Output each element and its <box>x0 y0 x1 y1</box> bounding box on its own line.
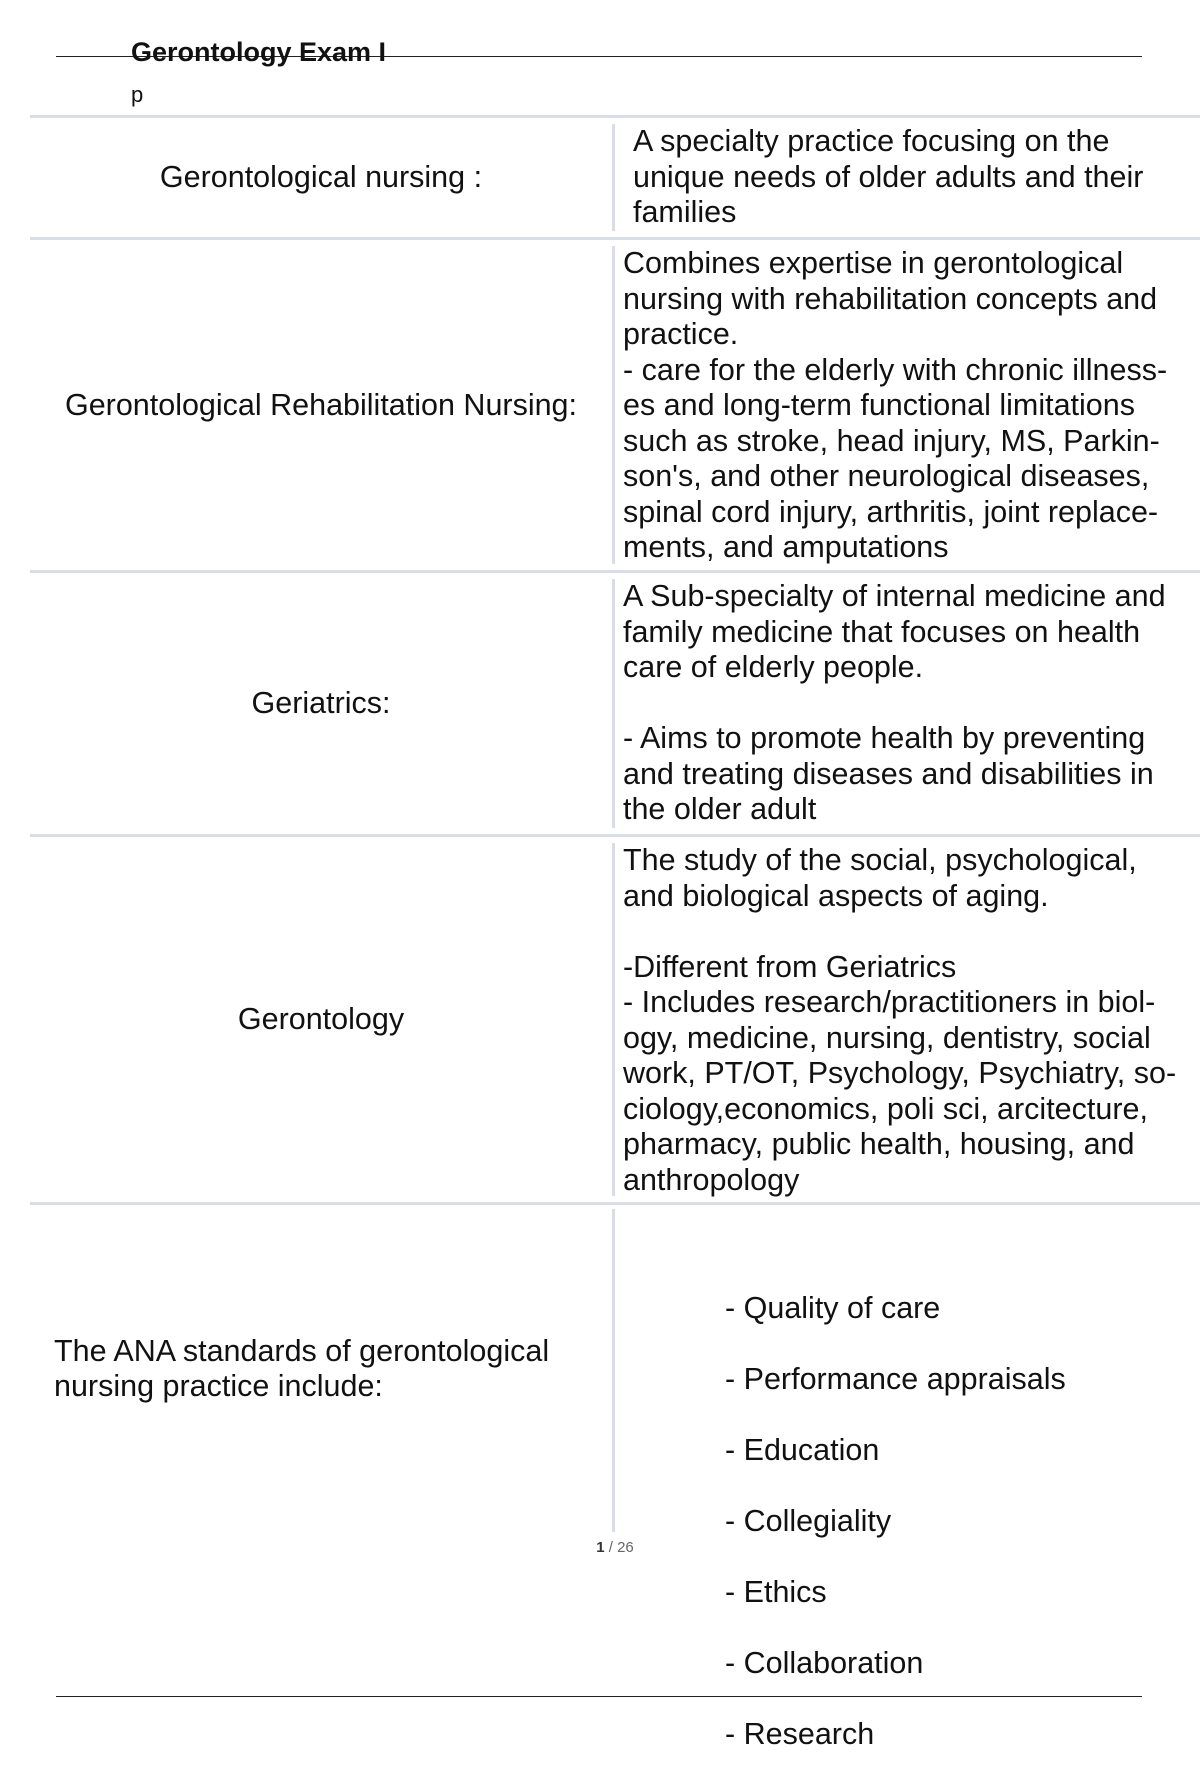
standards-list <box>725 1255 1066 1788</box>
flashcard-definition: A Sub-specialty of internal medicine and family medicine that focuses on health care of elderly people. - Aims to promote health by preventing and treating diseases and disabilities in the older adult <box>612 579 1200 828</box>
page-current: 1 <box>596 1539 605 1556</box>
list-item: - Research <box>725 1716 875 1751</box>
list-item: - Quality of care <box>725 1290 941 1325</box>
flashcard-row <box>30 237 1200 570</box>
list-item: - Collegiality <box>725 1503 892 1538</box>
document-subtitle: p <box>131 82 144 107</box>
list-item: - Ethics <box>725 1574 827 1609</box>
flashcard-term: Geriatrics: <box>251 686 391 720</box>
flashcard-definition: A specialty practice focusing on the unique needs of older adults and their families <box>612 124 1200 231</box>
flashcard-term: The ANA standards of gerontological nursing practice include: <box>54 1333 550 1403</box>
flashcard-definition: The study of the social, psychological, and biological aspects of aging. -Different from Geriatrics - Includes research/practitioners in biol- ogy, medicine, nursing, dentistry, social work, PT/OT, Psychology, Psychiatry, so- ciology,economics, poli sci, arcitecture, pharmacy, public health, housing, and anthropology <box>612 843 1200 1196</box>
flashcard-term: Gerontological Rehabilitation Nursing: <box>64 387 577 422</box>
list-item: - Performance appraisals <box>725 1361 1066 1396</box>
flashcard-row <box>30 570 1200 834</box>
page-number <box>0 1539 1200 1556</box>
document-title: Gerontology Exam I <box>131 37 387 67</box>
flashcard-row <box>30 834 1200 1202</box>
flashcard-term: Gerontology <box>237 1002 405 1036</box>
flashcard-row <box>30 115 1200 237</box>
list-item: - Collaboration <box>725 1645 924 1680</box>
flashcard-term: Gerontological nursing : <box>159 160 483 194</box>
flashcard-definition: Combines expertise in gerontological nursing with rehabilitation concepts and practice. - care for the elderly with chronic illness- es and long-term functional limitations such as stroke, head injury, MS, Parkin- son's, and other neurological diseases, spinal cord injury, arthritis, joint replace- ments, and amputations <box>612 246 1200 564</box>
list-item: - Education <box>725 1432 880 1467</box>
page-separator: / <box>604 1539 618 1556</box>
page-total: 26 <box>617 1539 634 1556</box>
footer-rule <box>56 1696 1142 1697</box>
